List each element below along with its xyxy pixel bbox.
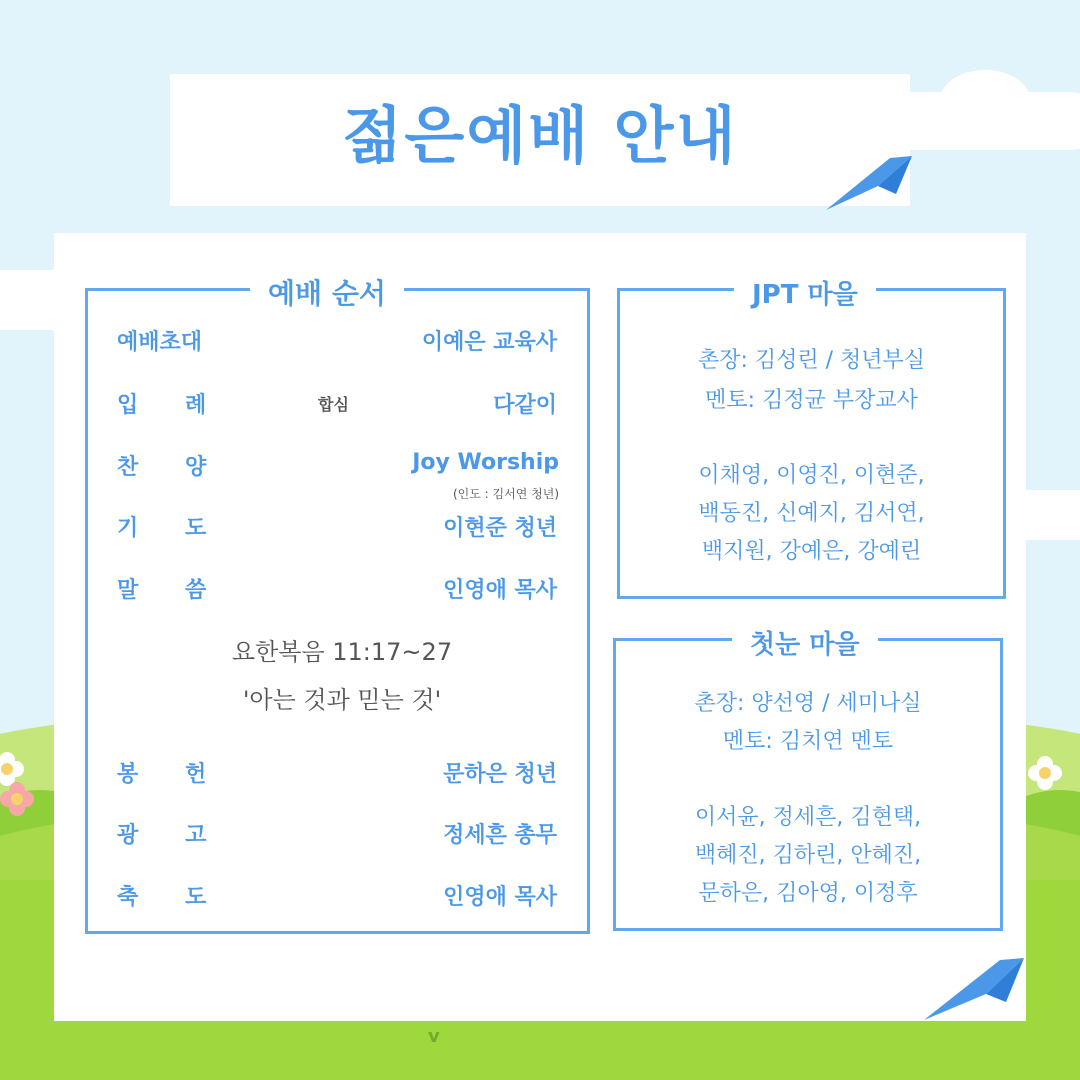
order-label-b: 씀 [185, 578, 207, 603]
order-value: 인영애 목사 [443, 885, 557, 910]
order-value: 다같이 [493, 393, 557, 418]
village-members: 백지원, 강예은, 강예린 [701, 539, 922, 564]
village-members: 백동진, 신예지, 김서연, [698, 501, 925, 526]
order-label-a: 찬 [117, 455, 139, 480]
village-members: 이채영, 이영진, 이현준, [698, 463, 925, 488]
flower-icon [0, 752, 24, 786]
page-title: 젊은예배 안내 [342, 99, 738, 172]
order-label-a: 기 [117, 516, 139, 541]
village-members: 문하은, 김아영, 이정후 [698, 881, 918, 906]
village-body [617, 288, 1006, 599]
order-label-invite: 예배초대 [117, 330, 203, 355]
village-leader: 촌장: 김성린 / 청년부실 [697, 348, 926, 373]
village-mentor: 멘토: 김정균 부장교사 [705, 388, 918, 413]
scripture-reference: 요한복음 11:17~27 [231, 638, 453, 666]
order-value-invite: 이예은 교육사 [421, 330, 557, 355]
order-label-b: 례 [185, 393, 207, 418]
sermon-title: '아는 것과 믿는 것' [242, 686, 442, 714]
flower-icon [0, 782, 34, 816]
village-members: 백혜진, 김하린, 안혜진, [694, 843, 922, 868]
order-label-a: 말 [117, 578, 139, 603]
order-sub-note: (인도 : 김서연 청년) [453, 487, 559, 501]
order-value: Joy Worship [412, 450, 559, 475]
order-label-a: 축 [117, 885, 139, 910]
village-leader: 촌장: 양선영 / 세미나실 [694, 691, 922, 716]
order-label-b: 도 [185, 885, 207, 910]
order-note: 합심 [318, 395, 349, 414]
flower-icon [1028, 756, 1062, 790]
village-mentor: 멘토: 김치연 멘토 [722, 729, 894, 754]
order-label-b: 양 [185, 455, 207, 480]
order-value: 인영애 목사 [443, 578, 557, 603]
village-heading: JPT 마을 [734, 274, 876, 311]
order-label-b: 도 [185, 516, 207, 541]
grass-icon: v [428, 1026, 440, 1047]
worship-order-heading: 예배 순서 [250, 272, 404, 312]
village-heading: 첫눈 마을 [732, 624, 878, 661]
order-label-a: 봉 [117, 762, 139, 787]
order-value: 정세흔 총무 [443, 823, 557, 848]
order-label-a: 입 [117, 393, 139, 418]
village-body [613, 638, 1003, 931]
order-label-a: 광 [117, 823, 139, 848]
order-label-b: 헌 [185, 762, 207, 787]
paper-plane-icon [924, 958, 1024, 1020]
paper-plane-icon [826, 156, 912, 210]
order-value: 문하은 청년 [443, 762, 557, 787]
order-value: 이현준 청년 [443, 516, 557, 541]
order-label-b: 고 [185, 823, 207, 848]
village-members: 이서윤, 정세흔, 김현택, [694, 805, 922, 830]
